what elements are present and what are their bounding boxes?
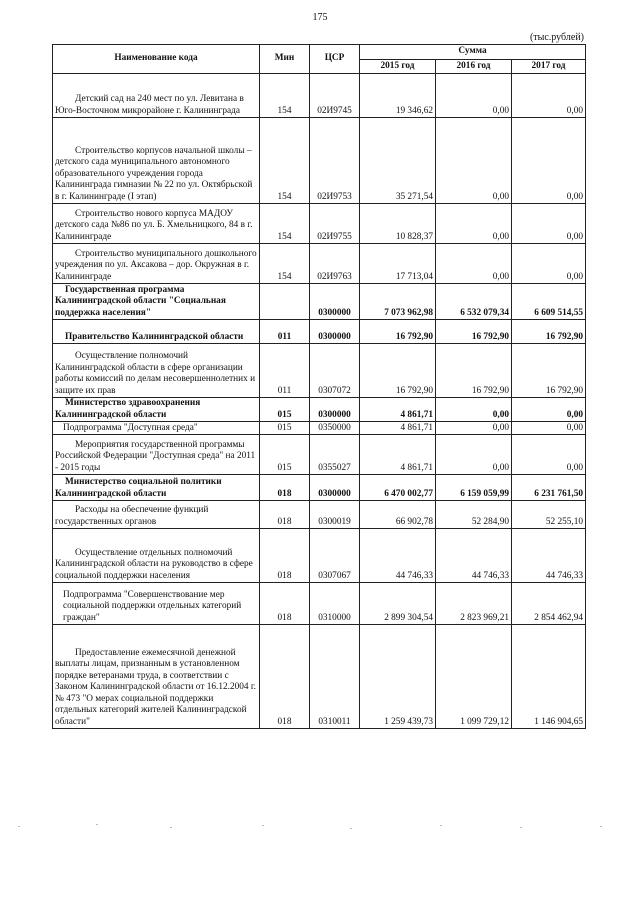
row-name: Детский сад на 240 мест по ул. Левитана в Юго-Восточном микрорайоне г. Калининграда xyxy=(53,74,260,118)
row-min: 154 xyxy=(260,244,310,284)
row-2015: 7 073 962,98 xyxy=(360,284,436,320)
row-min xyxy=(260,284,310,320)
row-min: 011 xyxy=(260,344,310,398)
table-row xyxy=(53,583,586,625)
row-csr: 0355027 xyxy=(310,435,360,475)
table-row xyxy=(53,284,586,320)
row-2017: 0,00 xyxy=(512,244,586,284)
scan-specks xyxy=(0,820,640,900)
row-2015: 17 713,04 xyxy=(360,244,436,284)
header-csr: ЦСР xyxy=(310,45,360,74)
row-2017: 2 854 462,94 xyxy=(512,583,586,625)
row-csr: 0310011 xyxy=(310,625,360,729)
row-min: 015 xyxy=(260,398,310,422)
row-2017: 16 792,90 xyxy=(512,320,586,344)
row-2016: 0,00 xyxy=(436,74,512,118)
row-min: 018 xyxy=(260,501,310,529)
table-row xyxy=(53,625,586,729)
row-min: 018 xyxy=(260,583,310,625)
table-row xyxy=(53,344,586,398)
row-2015: 44 746,33 xyxy=(360,529,436,583)
row-2016: 6 532 079,34 xyxy=(436,284,512,320)
table-row xyxy=(53,74,586,118)
table-row xyxy=(53,501,586,529)
header-year-2015: 2015 год xyxy=(360,60,436,74)
row-2017: 0,00 xyxy=(512,398,586,422)
row-2016: 0,00 xyxy=(436,422,512,435)
row-name: Строительство корпусов начальной школы – детского сада муниципального автономного образовательного учреждения города Калининграда гимназии № 22 по ул. Октябрьской в г. Калининграде (I этап) xyxy=(53,118,260,204)
row-name: Министерство социальной политики Калининградской области xyxy=(53,475,260,501)
table-row xyxy=(53,244,586,284)
row-name: Подпрограмма "Доступная среда" xyxy=(53,422,260,435)
row-csr: 0307067 xyxy=(310,529,360,583)
row-2016: 0,00 xyxy=(436,204,512,244)
row-2015: 10 828,37 xyxy=(360,204,436,244)
row-csr: 02И9763 xyxy=(310,244,360,284)
row-2016: 6 159 059,99 xyxy=(436,475,512,501)
header-min: Мин xyxy=(260,45,310,74)
row-2015: 4 861,71 xyxy=(360,398,436,422)
page-number: 175 xyxy=(312,12,328,23)
header-sum: Сумма xyxy=(360,45,586,60)
row-2016: 16 792,90 xyxy=(436,344,512,398)
row-csr: 0300000 xyxy=(310,475,360,501)
row-2015: 1 259 439,73 xyxy=(360,625,436,729)
row-name: Предоставление ежемесячной денежной выплаты лицам, признанным в установленном порядке ветеранами труда, в соответствии с Законом Калининградской области от 16.12.2004 г. № 473 "О мерах социальной поддержки отдельных категорий жителей Калининградской области" xyxy=(53,625,260,729)
row-min: 015 xyxy=(260,435,310,475)
table-row xyxy=(53,422,586,435)
table-row xyxy=(53,204,586,244)
table-row xyxy=(53,398,586,422)
row-2015: 16 792,90 xyxy=(360,344,436,398)
row-name: Подпрограмма "Совершенствование мер социальной поддержки отдельных категорий граждан" xyxy=(53,583,260,625)
row-name: Строительство муниципального дошкольного учреждения по ул. Аксакова – дор. Окружная в г. Калининграде xyxy=(53,244,260,284)
row-2015: 4 861,71 xyxy=(360,422,436,435)
row-min: 015 xyxy=(260,422,310,435)
row-min: 154 xyxy=(260,204,310,244)
table-row xyxy=(53,475,586,501)
row-2017: 52 255,10 xyxy=(512,501,586,529)
table-row xyxy=(53,118,586,204)
row-2015: 2 899 304,54 xyxy=(360,583,436,625)
row-2017: 1 146 904,65 xyxy=(512,625,586,729)
row-min: 011 xyxy=(260,320,310,344)
row-name: Расходы на обеспечение функций государственных органов xyxy=(53,501,260,529)
row-name: Министерство здравоохранения Калининградской области xyxy=(53,398,260,422)
row-2017: 16 792,90 xyxy=(512,344,586,398)
table-row xyxy=(53,320,586,344)
row-csr: 02И9755 xyxy=(310,204,360,244)
row-2016: 52 284,90 xyxy=(436,501,512,529)
row-csr: 0310000 xyxy=(310,583,360,625)
row-csr: 02И9753 xyxy=(310,118,360,204)
row-2015: 4 861,71 xyxy=(360,435,436,475)
row-2016: 16 792,90 xyxy=(436,320,512,344)
row-name: Государственная программа Калининградской области "Социальная поддержка населения" xyxy=(53,284,260,320)
row-csr: 0300000 xyxy=(310,320,360,344)
header-year-2016: 2016 год xyxy=(436,60,512,74)
row-2017: 0,00 xyxy=(512,422,586,435)
row-min: 018 xyxy=(260,475,310,501)
row-2015: 19 346,62 xyxy=(360,74,436,118)
row-csr: 0350000 xyxy=(310,422,360,435)
row-2017: 0,00 xyxy=(512,435,586,475)
row-2017: 6 231 761,50 xyxy=(512,475,586,501)
header-name: Наименование кода xyxy=(53,45,260,74)
header-year-2017: 2017 год xyxy=(512,60,586,74)
row-name: Правительство Калининградской области xyxy=(53,320,260,344)
row-2016: 1 099 729,12 xyxy=(436,625,512,729)
row-2016: 0,00 xyxy=(436,118,512,204)
row-2017: 0,00 xyxy=(512,74,586,118)
row-2017: 6 609 514,55 xyxy=(512,284,586,320)
row-2016: 0,00 xyxy=(436,244,512,284)
row-2015: 66 902,78 xyxy=(360,501,436,529)
row-2016: 0,00 xyxy=(436,435,512,475)
row-min: 018 xyxy=(260,529,310,583)
row-name: Строительство нового корпуса МАДОУ детского сада №86 по ул. Б. Хмельницкого, 84 в г. Калининграде xyxy=(53,204,260,244)
row-2015: 16 792,90 xyxy=(360,320,436,344)
row-min: 018 xyxy=(260,625,310,729)
row-2016: 0,00 xyxy=(436,398,512,422)
budget-table xyxy=(52,44,586,729)
units-label: (тыс.рублей) xyxy=(529,32,584,43)
table-row xyxy=(53,435,586,475)
row-name: Осуществление полномочий Калининградской области в сфере организации работы комиссий по делам несовершеннолетних и защите их прав xyxy=(53,344,260,398)
row-csr: 0300000 xyxy=(310,284,360,320)
row-2016: 2 823 969,21 xyxy=(436,583,512,625)
row-csr: 02И9745 xyxy=(310,74,360,118)
row-2017: 0,00 xyxy=(512,204,586,244)
row-csr: 0300019 xyxy=(310,501,360,529)
row-min: 154 xyxy=(260,118,310,204)
table-row xyxy=(53,529,586,583)
row-2017: 0,00 xyxy=(512,118,586,204)
row-min: 154 xyxy=(260,74,310,118)
row-2016: 44 746,33 xyxy=(436,529,512,583)
row-2015: 35 271,54 xyxy=(360,118,436,204)
row-csr: 0300000 xyxy=(310,398,360,422)
row-name: Осуществление отдельных полномочий Калининградской области на руководство в сфере социальной поддержки населения xyxy=(53,529,260,583)
row-2017: 44 746,33 xyxy=(512,529,586,583)
row-name: Мероприятия государственной программы Российской Федерации "Доступная среда" на 2011 - 2015 годы xyxy=(53,435,260,475)
row-2015: 6 470 002,77 xyxy=(360,475,436,501)
row-csr: 0307072 xyxy=(310,344,360,398)
